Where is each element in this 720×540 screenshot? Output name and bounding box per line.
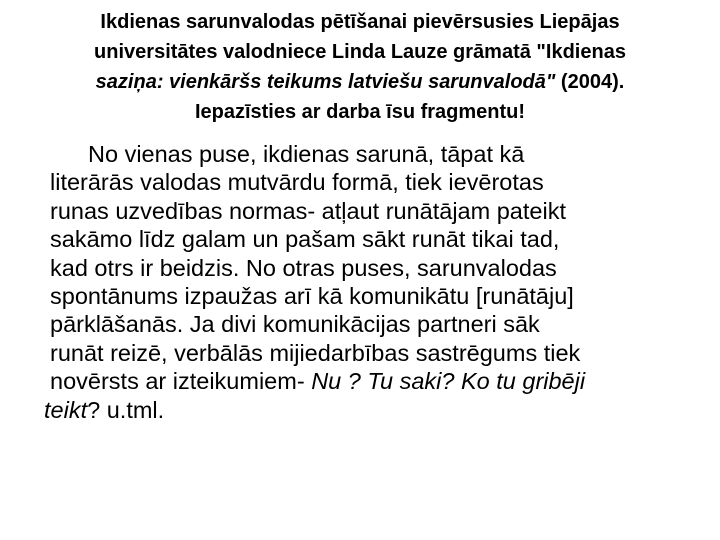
book-year: (2004). xyxy=(555,71,625,93)
excerpt-line: sakāmo līdz galam un pašam sākt runāt tikai tad, xyxy=(50,226,560,253)
excerpt-line: pārklāšanās. Ja divi komunikācijas partneri sāk xyxy=(50,311,540,338)
excerpt-line: runas uzvedības normas- atļaut runātājam pateikt xyxy=(50,197,566,224)
heading-line: universitātes valodniece Linda Lauze grāmatā "Ikdienas xyxy=(94,41,626,63)
example-utterance: Ko tu gribēji xyxy=(460,368,586,395)
example-utterance: teikt xyxy=(44,396,88,423)
heading-line xyxy=(20,67,700,97)
excerpt-line: spontānums izpaužas arī kā komunikātu [runātāju] xyxy=(50,283,574,310)
excerpt-line: literārās valodas mutvārdu formā, tiek ievērotas xyxy=(50,169,544,196)
example-utterance: Nu ? xyxy=(311,368,361,395)
excerpt-line xyxy=(42,367,702,395)
excerpt-text: novērsts ar izteikumiem- xyxy=(50,368,312,395)
heading-line: Iepazīsties ar darba īsu fragmentu! xyxy=(194,101,526,123)
excerpt-text: u.tml. xyxy=(100,396,165,423)
slide-heading xyxy=(20,7,700,127)
excerpt-line: kad otrs ir beidzis. No otras puses, sarunvalodas xyxy=(50,254,557,281)
excerpt-line: No vienas puse, ikdienas sarunā, tāpat kā xyxy=(88,141,525,167)
question-mark: ? xyxy=(87,396,101,423)
example-utterance: Tu saki? xyxy=(367,368,455,395)
excerpt-line xyxy=(42,396,702,424)
heading-line: Ikdienas sarunvalodas pētīšanai pievērsusies Liepājas xyxy=(100,11,620,33)
excerpt-line: runāt reizē, verbālās mijiedarbības sastrēgums tiek xyxy=(50,339,581,366)
excerpt-paragraph xyxy=(42,140,702,424)
book-title-italic: saziņa: vienkāršs teikums latviešu sarunvalodā" xyxy=(95,71,556,93)
